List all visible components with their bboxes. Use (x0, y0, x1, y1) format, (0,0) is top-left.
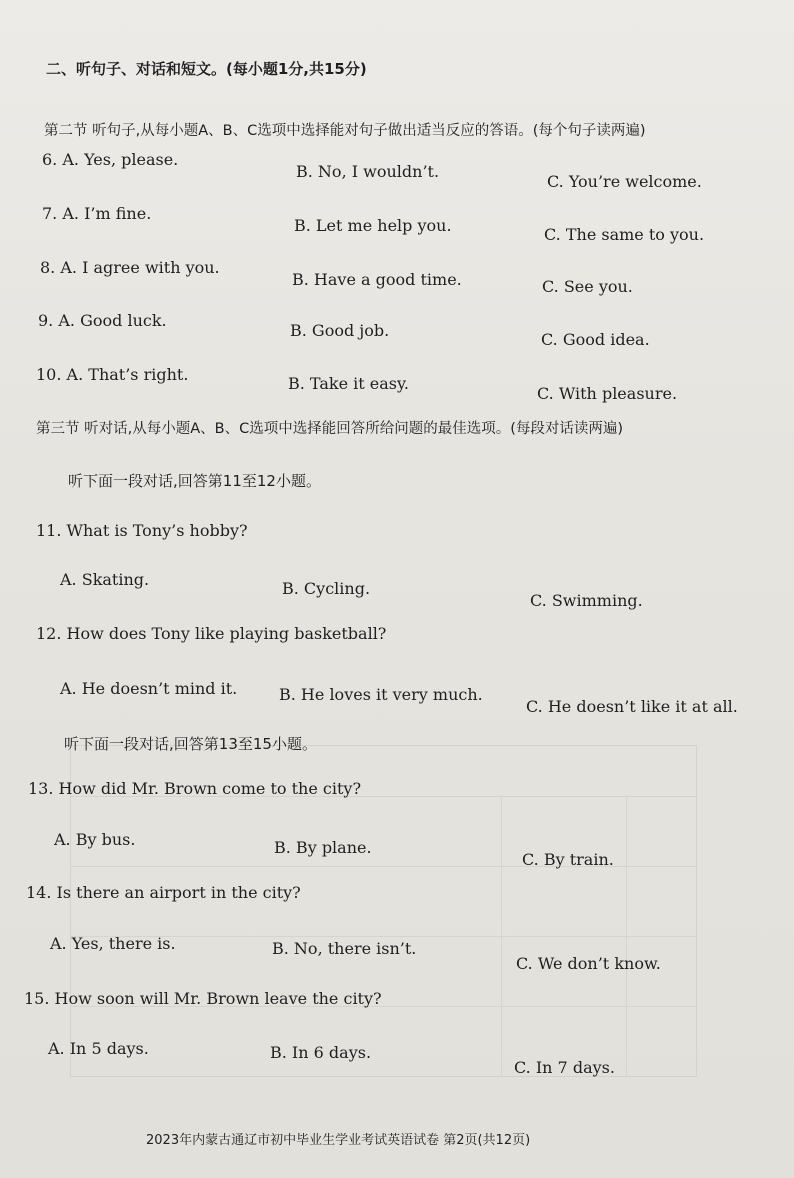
q14-option-b: B. No, there isn’t. (272, 939, 417, 958)
q12-option-a: A. He doesn’t mind it. (60, 679, 238, 698)
q13-option-b: B. By plane. (274, 838, 372, 857)
q7-option-c: C. The same to you. (544, 225, 705, 244)
dialog1-intro: 听下面一段对话,回答第11至12小题。 (68, 472, 321, 490)
q8-option-a: 8. A. I agree with you. (40, 258, 220, 277)
q10-option-c: C. With pleasure. (537, 384, 678, 403)
q15-stem: 15. How soon will Mr. Brown leave the city? (24, 989, 382, 1008)
q7-option-b: B. Let me help you. (294, 216, 452, 235)
q13-option-a: A. By bus. (54, 830, 136, 849)
q6-option-c: C. You’re welcome. (547, 172, 702, 191)
dialog2-intro: 听下面一段对话,回答第13至15小题。 (64, 735, 317, 753)
q6-option-a: 6. A. Yes, please. (42, 150, 179, 169)
q14-option-a: A. Yes, there is. (50, 934, 176, 953)
q15-option-b: B. In 6 days. (270, 1043, 372, 1062)
part3-instruction: 第三节 听对话,从每小题A、B、C选项中选择能回答所给问题的最佳选项。(每段对话读两遍) (36, 421, 624, 437)
q15-option-c: C. In 7 days. (514, 1058, 615, 1077)
q12-option-c: C. He doesn’t like it at all. (526, 697, 738, 716)
q6-option-b: B. No, I wouldn’t. (296, 162, 440, 181)
q15-option-a: A. In 5 days. (48, 1039, 149, 1058)
section-header: 二、听句子、对话和短文。(每小题1分,共15分) (46, 60, 367, 78)
q12-option-b: B. He loves it very much. (279, 685, 483, 704)
q11-option-a: A. Skating. (60, 570, 150, 589)
q14-option-c: C. We don’t know. (516, 954, 661, 973)
q11-stem: 11. What is Tony’s hobby? (36, 521, 248, 540)
q11-option-b: B. Cycling. (282, 579, 371, 598)
q10-option-b: B. Take it easy. (288, 374, 409, 393)
q13-stem: 13. How did Mr. Brown come to the city? (28, 779, 362, 798)
part2-instruction: 第二节 听句子,从每小题A、B、C选项中选择能对句子做出适当反应的答语。(每个句子读两遍) (44, 123, 646, 139)
q9-option-b: B. Good job. (290, 321, 390, 340)
q7-option-a: 7. A. I’m fine. (42, 204, 152, 223)
q8-option-b: B. Have a good time. (292, 270, 462, 289)
q9-option-a: 9. A. Good luck. (38, 311, 167, 330)
q14-stem: 14. Is there an airport in the city? (26, 883, 301, 902)
q8-option-c: C. See you. (542, 277, 633, 296)
q13-option-c: C. By train. (522, 850, 614, 869)
q9-option-c: C. Good idea. (541, 330, 650, 349)
page-footer: 2023年内蒙古通辽市初中毕业生学业考试英语试卷 第2页(共12页) (146, 1133, 531, 1148)
q12-stem: 12. How does Tony like playing basketball? (36, 624, 387, 643)
q10-option-a: 10. A. That’s right. (36, 365, 189, 384)
q11-option-c: C. Swimming. (530, 591, 643, 610)
